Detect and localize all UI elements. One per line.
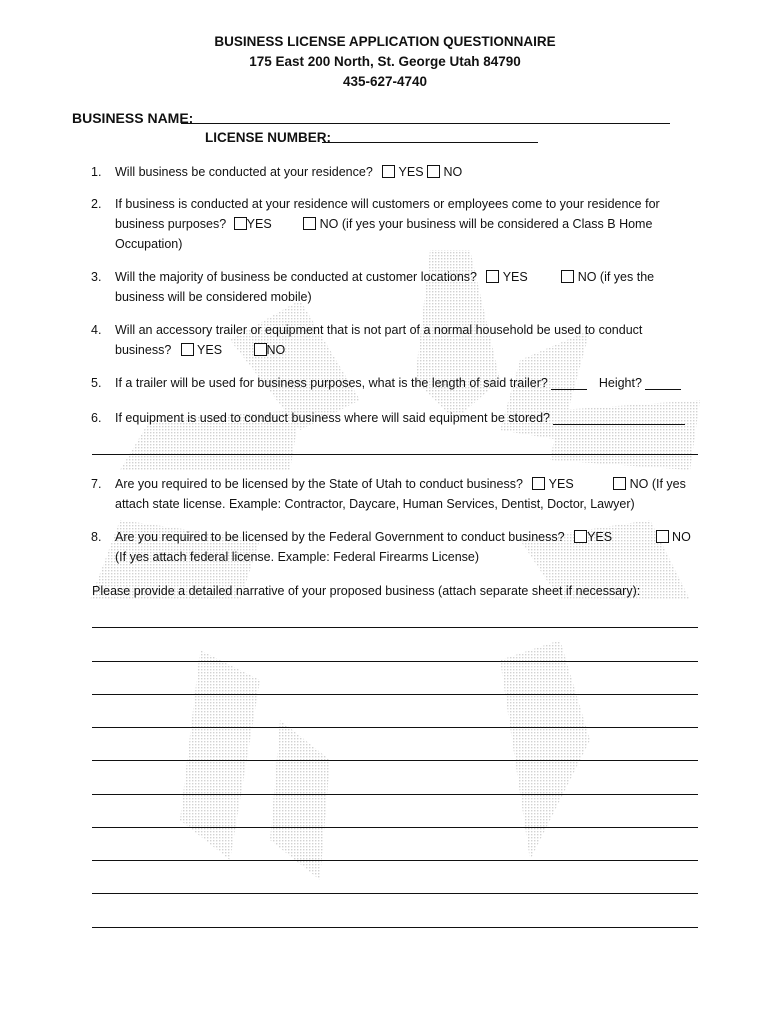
yes-label: YES: [548, 477, 574, 491]
no-label: NO: [672, 530, 691, 544]
no-label: NO (if yes the: [577, 270, 655, 284]
question-text: If equipment is used to conduct business where will said equipment be stored?: [115, 411, 550, 425]
q7-yes-checkbox[interactable]: [532, 477, 545, 490]
narrative-line[interactable]: [92, 794, 698, 795]
question-text: Will an accessory trailer or equipment that is not part of a normal household be used to conduct: [115, 323, 643, 337]
question-text: Are you required to be licensed by the Federal Government to conduct business?: [115, 530, 565, 544]
question-text: If business is conducted at your residence will customers or employees come to your residence for: [115, 197, 660, 211]
question-number: 5.: [91, 376, 102, 390]
narrative-line[interactable]: [92, 827, 698, 828]
trailer-height-field[interactable]: [645, 375, 681, 390]
question-text: business purposes?: [115, 217, 227, 231]
yes-label: YES: [502, 270, 528, 284]
no-label: NO: [266, 343, 286, 357]
no-label: NO (if yes your business will be considered a Class B Home: [319, 217, 653, 231]
q4-yes-checkbox[interactable]: [181, 343, 194, 356]
q4-no-checkbox[interactable]: [254, 343, 267, 356]
height-label: Height?: [598, 376, 642, 390]
narrative-line[interactable]: [92, 727, 698, 728]
yes-label: YES: [197, 343, 223, 357]
yes-label: YES: [246, 217, 272, 231]
q1-no-checkbox[interactable]: [427, 165, 440, 178]
q2-yes-checkbox[interactable]: [234, 217, 247, 230]
business-name-field[interactable]: [181, 123, 670, 124]
license-number-field[interactable]: [322, 142, 538, 143]
narrative-line[interactable]: [92, 694, 698, 695]
narrative-line[interactable]: [92, 893, 698, 894]
no-label: NO (If yes: [629, 477, 686, 491]
q8-no-checkbox[interactable]: [656, 530, 669, 543]
narrative-prompt: Please provide a detailed narrative of your proposed business (attach separate sheet if necessary):: [92, 584, 641, 598]
narrative-line[interactable]: [92, 927, 698, 928]
q7-no-checkbox[interactable]: [613, 477, 626, 490]
business-name-label: BUSINESS NAME:: [72, 110, 194, 126]
q2-no-checkbox[interactable]: [303, 217, 316, 230]
q3-no-checkbox[interactable]: [561, 270, 574, 283]
question-text: attach state license. Example: Contractor, Daycare, Human Services, Dentist, Doctor, Lawyer): [115, 497, 635, 511]
trailer-length-field[interactable]: [551, 375, 587, 390]
question-number: 6.: [91, 411, 102, 425]
question-number: 8.: [91, 530, 102, 544]
narrative-line[interactable]: [92, 760, 698, 761]
question-text: Are you required to be licensed by the State of Utah to conduct business?: [115, 477, 523, 491]
question-number: 7.: [91, 477, 102, 491]
form-title: BUSINESS LICENSE APPLICATION QUESTIONNAIRE: [214, 34, 556, 49]
equipment-storage-line-2[interactable]: [92, 454, 698, 455]
question-text: If a trailer will be used for business purposes, what is the length of said trailer?: [115, 376, 548, 390]
question-text: Will business be conducted at your residence?: [115, 165, 373, 179]
narrative-line[interactable]: [92, 860, 698, 861]
narrative-line[interactable]: [92, 627, 698, 628]
q1-yes-checkbox[interactable]: [382, 165, 395, 178]
question-text: business will be considered mobile): [115, 290, 312, 304]
question-text: (If yes attach federal license. Example: Federal Firearms License): [115, 550, 480, 564]
office-address: 175 East 200 North, St. George Utah 84790: [249, 54, 521, 69]
office-phone: 435-627-4740: [342, 74, 428, 89]
q8-yes-checkbox[interactable]: [574, 530, 587, 543]
yes-label: YES: [398, 165, 424, 179]
question-number: 2.: [91, 197, 102, 211]
question-number: 3.: [91, 270, 102, 284]
question-text: Will the majority of business be conducted at customer locations?: [115, 270, 477, 284]
q3-yes-checkbox[interactable]: [486, 270, 499, 283]
no-label: NO: [443, 165, 463, 179]
license-number-label: LICENSE NUMBER:: [205, 130, 332, 145]
yes-label: YES: [587, 530, 613, 544]
narrative-line[interactable]: [92, 661, 698, 662]
question-text: business?: [115, 343, 172, 357]
question-number: 1.: [91, 165, 102, 179]
equipment-storage-field[interactable]: [553, 410, 685, 425]
question-text: Occupation): [115, 237, 183, 251]
question-number: 4.: [91, 323, 102, 337]
